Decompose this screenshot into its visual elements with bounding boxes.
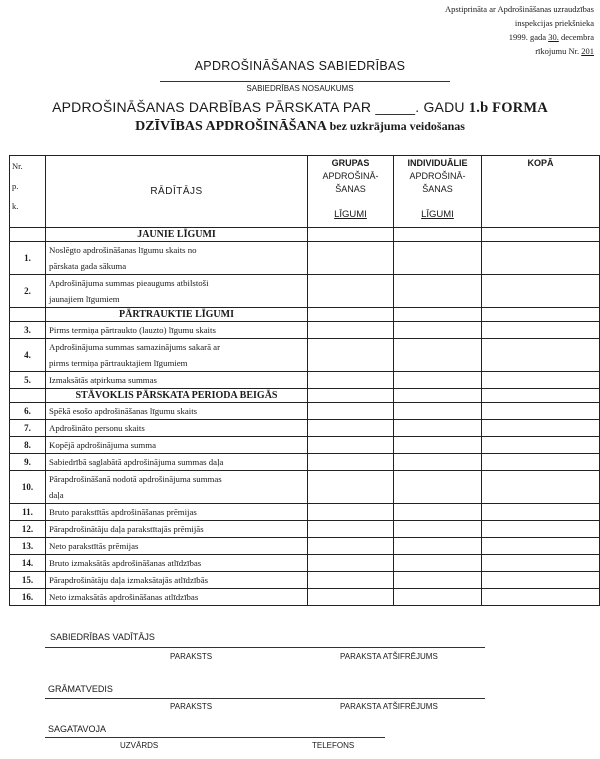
approval-month: decembra xyxy=(560,32,594,42)
table-row xyxy=(10,322,600,339)
table-body xyxy=(10,228,600,606)
row-number: 15. xyxy=(10,572,46,589)
table-row xyxy=(10,437,600,454)
row-label xyxy=(46,372,308,389)
report-title xyxy=(0,99,600,117)
total-value-cell[interactable] xyxy=(482,242,600,275)
row-label-line: Bruto izmaksātās apdrošināšanas atlīdzības xyxy=(49,558,202,568)
group-value-cell[interactable] xyxy=(308,420,394,437)
row-label-line: Neto izmaksātās apdrošināšanas atlīdzības xyxy=(49,592,199,602)
section-nr-cell xyxy=(10,389,46,403)
section-nr-cell xyxy=(10,308,46,322)
header-group-contracts: GRUPAS APDROŠINĀ- ŠANAS LĪGUMI xyxy=(308,156,394,228)
preparer-label: SAGATAVOJA xyxy=(48,724,107,734)
section-row xyxy=(10,389,600,403)
group-value-cell[interactable] xyxy=(308,242,394,275)
director-decoding-caption: PARAKSTA ATŠIFRĒJUMS xyxy=(340,652,438,661)
total-value-cell[interactable] xyxy=(482,403,600,420)
individual-value-cell[interactable] xyxy=(394,339,482,372)
section-empty-cell xyxy=(482,389,600,403)
row-label-line: Spēkā esošo apdrošināšanas līgumu skaits xyxy=(49,406,198,416)
total-value-cell[interactable] xyxy=(482,275,600,308)
row-number: 1. xyxy=(10,242,46,275)
approval-order-number: 201 xyxy=(581,46,594,56)
row-number: 5. xyxy=(10,372,46,389)
individual-value-cell[interactable] xyxy=(394,589,482,606)
row-label-line: Apdrošinājuma summas samazinājums sakarā ar xyxy=(49,342,221,352)
director-signature-caption: PARAKSTS xyxy=(170,652,213,661)
section-empty-cell xyxy=(308,308,394,322)
row-label-line: Sabiedrībā saglabātā apdrošinājuma summas daļa xyxy=(49,457,224,467)
approval-line-1: Apstiprināta ar Apdrošināšanas uzraudzības xyxy=(445,4,594,14)
group-value-cell[interactable] xyxy=(308,521,394,538)
table-row xyxy=(10,275,600,308)
row-number: 16. xyxy=(10,589,46,606)
section-row xyxy=(10,228,600,242)
row-number: 3. xyxy=(10,322,46,339)
row-number: 13. xyxy=(10,538,46,555)
total-value-cell[interactable] xyxy=(482,504,600,521)
accountant-label: GRĀMATVEDIS xyxy=(48,684,113,694)
row-label xyxy=(46,242,308,275)
total-value-cell[interactable] xyxy=(482,471,600,504)
individual-value-cell[interactable] xyxy=(394,420,482,437)
approval-line-2: inspekcijas priekšnieka xyxy=(514,18,594,28)
sub-title xyxy=(0,119,600,135)
row-number: 8. xyxy=(10,437,46,454)
row-number: 10. xyxy=(10,471,46,504)
sub-title-main: DZĪVĪBAS APDROŠINĀŠANA xyxy=(135,119,327,134)
individual-value-cell[interactable] xyxy=(394,403,482,420)
sub-title-suffix: bez uzkrājuma veidošanas xyxy=(329,119,465,133)
total-value-cell[interactable] xyxy=(482,437,600,454)
table-row xyxy=(10,589,600,606)
table-row xyxy=(10,339,600,372)
individual-value-cell[interactable] xyxy=(394,572,482,589)
group-value-cell[interactable] xyxy=(308,437,394,454)
group-value-cell[interactable] xyxy=(308,589,394,606)
row-label-line: Neto parakstītās prēmijas xyxy=(49,541,139,551)
table-row xyxy=(10,403,600,420)
group-value-cell[interactable] xyxy=(308,471,394,504)
row-label xyxy=(46,589,308,606)
row-number: 12. xyxy=(10,521,46,538)
row-label-line: Pārapdrošinātāju daļa izmaksātajās atlīdzībās xyxy=(49,575,209,585)
header-individual-contracts: INDIVIDUĀLIE APDROŠINĀ- ŠANAS LĪGUMI xyxy=(394,156,482,228)
row-label-line: pārskata gada sākuma xyxy=(49,261,127,271)
accountant-signature-caption: PARAKSTS xyxy=(170,702,213,711)
row-label xyxy=(46,454,308,471)
accountant-decoding-caption: PARAKSTA ATŠIFRĒJUMS xyxy=(340,702,438,711)
row-label xyxy=(46,538,308,555)
table-row xyxy=(10,242,600,275)
preparer-phone-caption: TELEFONS xyxy=(312,741,355,750)
company-name-line[interactable] xyxy=(160,81,450,82)
row-label xyxy=(46,504,308,521)
total-value-cell[interactable] xyxy=(482,538,600,555)
row-number: 9. xyxy=(10,454,46,471)
group-value-cell[interactable] xyxy=(308,322,394,339)
section-title: JAUNIE LĪGUMI xyxy=(46,228,308,242)
section-empty-cell xyxy=(394,308,482,322)
group-value-cell[interactable] xyxy=(308,403,394,420)
header-indicator: RĀDĪTĀJS xyxy=(46,156,308,228)
table-row xyxy=(10,572,600,589)
section-row xyxy=(10,308,600,322)
row-number: 11. xyxy=(10,504,46,521)
group-value-cell[interactable] xyxy=(308,572,394,589)
form-code: 1.b FORMA xyxy=(468,100,548,116)
row-label-line: Noslēgto apdrošināšanas līgumu skaits no xyxy=(49,245,197,255)
row-label-line: Izmaksātās atpirkuma summas xyxy=(49,375,157,385)
director-signature-line[interactable] xyxy=(45,647,485,648)
row-number: 14. xyxy=(10,555,46,572)
row-label xyxy=(46,521,308,538)
section-title: STĀVOKLIS PĀRSKATA PERIODA BEIGĀS xyxy=(46,389,308,403)
row-label xyxy=(46,572,308,589)
table-row xyxy=(10,471,600,504)
group-value-cell[interactable] xyxy=(308,538,394,555)
total-value-cell[interactable] xyxy=(482,555,600,572)
table-row xyxy=(10,454,600,471)
total-value-cell[interactable] xyxy=(482,454,600,471)
approval-line-4 xyxy=(404,44,594,58)
row-label xyxy=(46,275,308,308)
table-row xyxy=(10,538,600,555)
row-label-line: Apdrošinājuma summas pieaugums atbilstoši xyxy=(49,278,209,288)
header-total: KOPĀ xyxy=(482,156,600,228)
section-title: PĀRTRAUKTIE LĪGUMI xyxy=(46,308,308,322)
total-value-cell[interactable] xyxy=(482,322,600,339)
individual-value-cell[interactable] xyxy=(394,437,482,454)
approval-line-3 xyxy=(404,30,594,44)
row-label-line: Kopējā apdrošinājuma summa xyxy=(49,440,157,450)
section-empty-cell xyxy=(394,228,482,242)
row-label xyxy=(46,437,308,454)
row-label xyxy=(46,322,308,339)
group-value-cell[interactable] xyxy=(308,454,394,471)
group-value-cell[interactable] xyxy=(308,555,394,572)
row-number: 2. xyxy=(10,275,46,308)
row-label xyxy=(46,555,308,572)
preparer-surname-caption: UZVĀRDS xyxy=(120,741,159,750)
individual-value-cell[interactable] xyxy=(394,471,482,504)
row-label xyxy=(46,420,308,437)
row-label-line: Pārapdrošinātāju daļa parakstītajās prēmijās xyxy=(49,524,204,534)
individual-value-cell[interactable] xyxy=(394,555,482,572)
section-empty-cell xyxy=(482,308,600,322)
individual-value-cell[interactable] xyxy=(394,322,482,339)
total-value-cell[interactable] xyxy=(482,521,600,538)
total-value-cell[interactable] xyxy=(482,339,600,372)
report-table xyxy=(9,155,600,606)
individual-value-cell[interactable] xyxy=(394,454,482,471)
row-label-line: pirms termiņa pārtrauktajiem līgumiem xyxy=(49,358,188,368)
company-name-caption: SABIEDRĪBAS NOSAUKUMS xyxy=(246,84,354,93)
preparer-line[interactable] xyxy=(45,737,385,738)
table-row xyxy=(10,521,600,538)
row-label-line: Pārapdrošināšanā nodotā apdrošinājuma summas xyxy=(49,474,222,484)
section-empty-cell xyxy=(308,389,394,403)
row-label-line: daļa xyxy=(49,490,64,500)
table-row xyxy=(10,504,600,521)
section-empty-cell xyxy=(308,228,394,242)
total-value-cell[interactable] xyxy=(482,420,600,437)
company-heading: APDROŠINĀŠANAS SABIEDRĪBAS xyxy=(194,59,406,73)
approval-order-prefix: rīkojumu Nr. xyxy=(535,46,580,56)
row-label-line: Apdrošināto personu skaits xyxy=(49,423,145,433)
row-label-line: jaunajiem līgumiem xyxy=(49,294,120,304)
row-label xyxy=(46,403,308,420)
row-number: 4. xyxy=(10,339,46,372)
individual-value-cell[interactable] xyxy=(394,538,482,555)
table-row xyxy=(10,555,600,572)
report-title-text: APDROŠINĀŠANAS DARBĪBAS PĀRSKATA PAR _____. GADU xyxy=(52,99,465,115)
section-empty-cell xyxy=(482,228,600,242)
row-label xyxy=(46,471,308,504)
approval-year: 1999. gada xyxy=(508,32,547,42)
total-value-cell[interactable] xyxy=(482,372,600,389)
group-value-cell[interactable] xyxy=(308,339,394,372)
section-empty-cell xyxy=(394,389,482,403)
director-label: SABIEDRĪBAS VADĪTĀJS xyxy=(50,632,155,642)
approval-day: 30. xyxy=(548,32,559,42)
row-label-line: Bruto parakstītās apdrošināšanas prēmijas xyxy=(49,507,197,517)
header-nr: Nr. p. k. xyxy=(10,156,46,228)
approval-note xyxy=(404,2,594,58)
group-value-cell[interactable] xyxy=(308,372,394,389)
table-row xyxy=(10,420,600,437)
group-value-cell[interactable] xyxy=(308,275,394,308)
row-number: 6. xyxy=(10,403,46,420)
total-value-cell[interactable] xyxy=(482,572,600,589)
table-row xyxy=(10,372,600,389)
section-nr-cell xyxy=(10,228,46,242)
accountant-signature-line[interactable] xyxy=(45,698,485,699)
individual-value-cell[interactable] xyxy=(394,242,482,275)
individual-value-cell[interactable] xyxy=(394,521,482,538)
row-label xyxy=(46,339,308,372)
group-value-cell[interactable] xyxy=(308,504,394,521)
row-label-line: Pirms termiņa pārtraukto (lauzto) līgumu skaits xyxy=(49,325,216,335)
individual-value-cell[interactable] xyxy=(394,372,482,389)
individual-value-cell[interactable] xyxy=(394,504,482,521)
individual-value-cell[interactable] xyxy=(394,275,482,308)
row-number: 7. xyxy=(10,420,46,437)
total-value-cell[interactable] xyxy=(482,589,600,606)
